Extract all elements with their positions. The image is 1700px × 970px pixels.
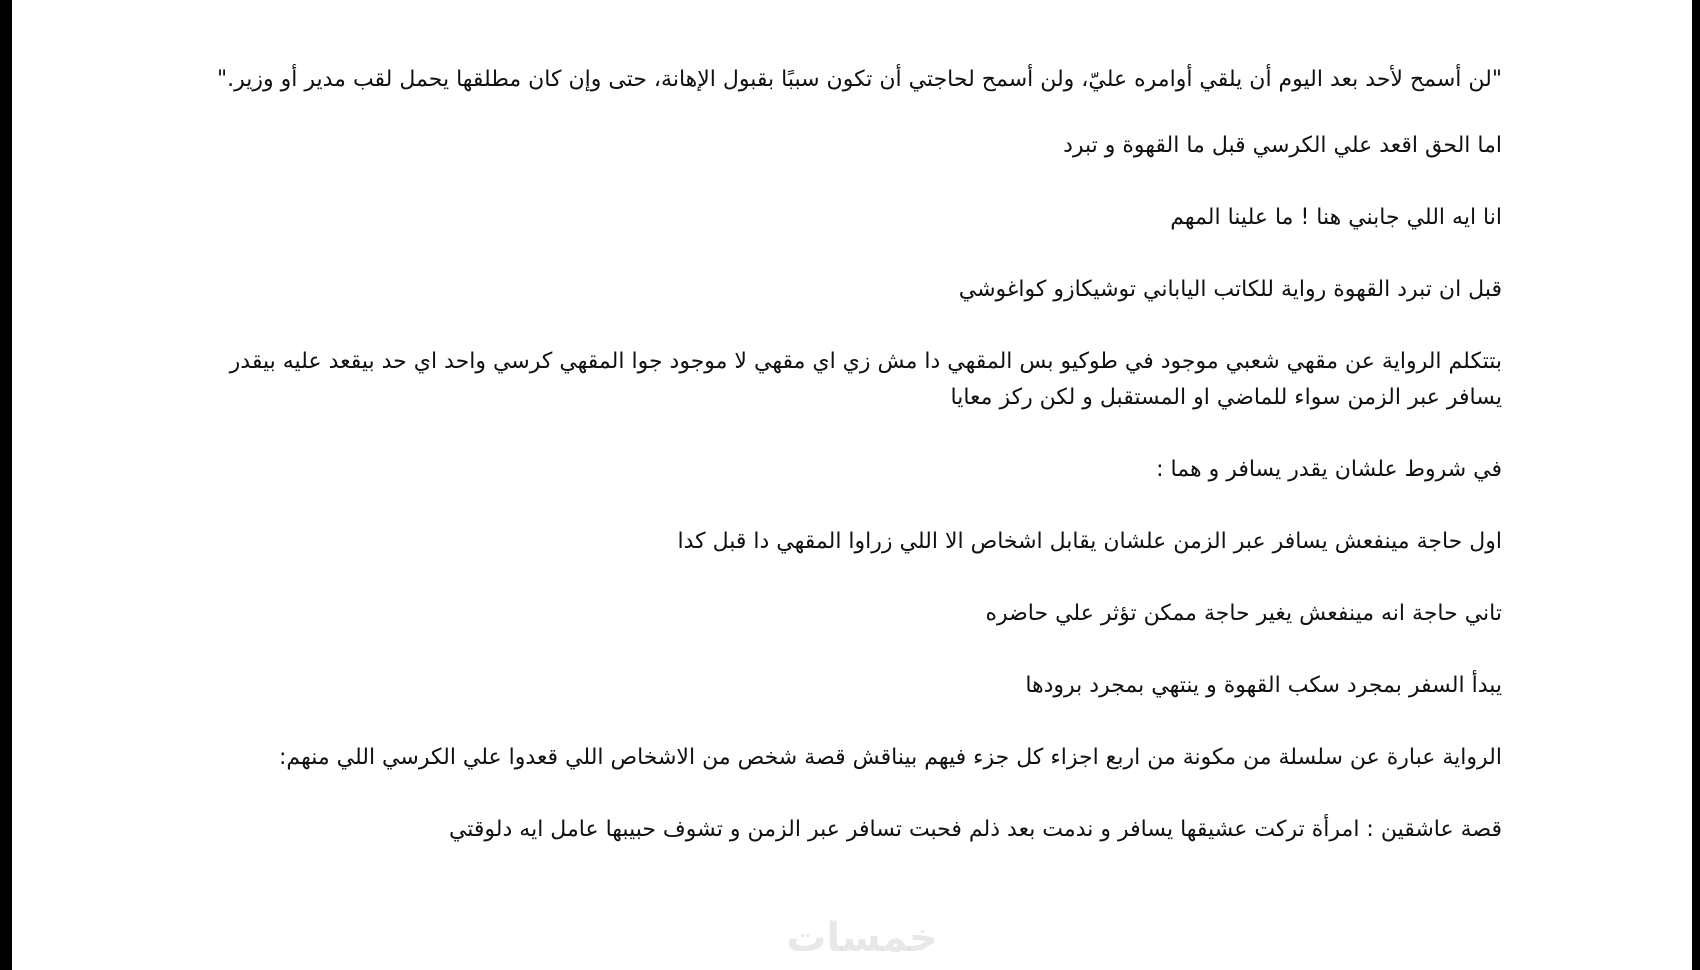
paragraph: اما الحق اقعد علي الكرسي قبل ما القهوة و تبرد: [1063, 133, 1502, 158]
paragraph: انا ايه اللي جابني هنا ! ما علينا المهم: [1170, 205, 1502, 230]
paragraph: قبل ان تبرد القهوة رواية للكاتب الياباني توشيكازو كواغوشي: [958, 277, 1502, 302]
paragraph: قصة عاشقين : امرأة تركت عشيقها يسافر و ندمت بعد ذلم فحبت تسافر عبر الزمن و تشوف حبيبها عامل ايه دلوقتي: [448, 817, 1502, 842]
paragraph: يبدأ السفر بمجرد سكب القهوة و ينتهي بمجرد برودها: [1025, 673, 1502, 698]
document-body: [212, 62, 1502, 884]
paragraph: تاني حاجة انه مينفعش يغير حاجة ممكن تؤثر علي حاضره: [985, 601, 1502, 626]
paragraph-quote: "لن أسمح لأحد بعد اليوم أن يلقي أوامره عليّ، ولن أسمح لحاجتي أن تكون سببًا بقبول الإهانة، حتى وإن كان مطلقها يحمل لقب مدير أو وزير.": [217, 67, 1502, 92]
paragraph: الرواية عبارة عن سلسلة من مكونة من اربع اجزاء كل جزء فيهم بيناقش قصة شخص من الاشخاص اللي قعدوا علي الكرسي اللي منهم:: [279, 745, 1502, 770]
watermark-logo: خمسات: [786, 915, 938, 961]
paragraph: بتتكلم الرواية عن مقهي شعبي موجود في طوكيو بس المقهي دا مش زي اي مقهي لا موجود جوا المقهي كرسي واحد اي حد بيقعد عليه بيقدر يسافر عبر الزمن سواء للماضي او المستقبل و لكن ركز معايا: [229, 349, 1502, 410]
document-page: [12, 0, 1692, 970]
paragraph: اول حاجة مينفعش يسافر عبر الزمن علشان يقابل اشخاص الا اللي زراوا المقهي دا قبل كدا: [677, 529, 1502, 554]
paragraph: في شروط علشان يقدر يسافر و هما :: [1156, 457, 1502, 482]
